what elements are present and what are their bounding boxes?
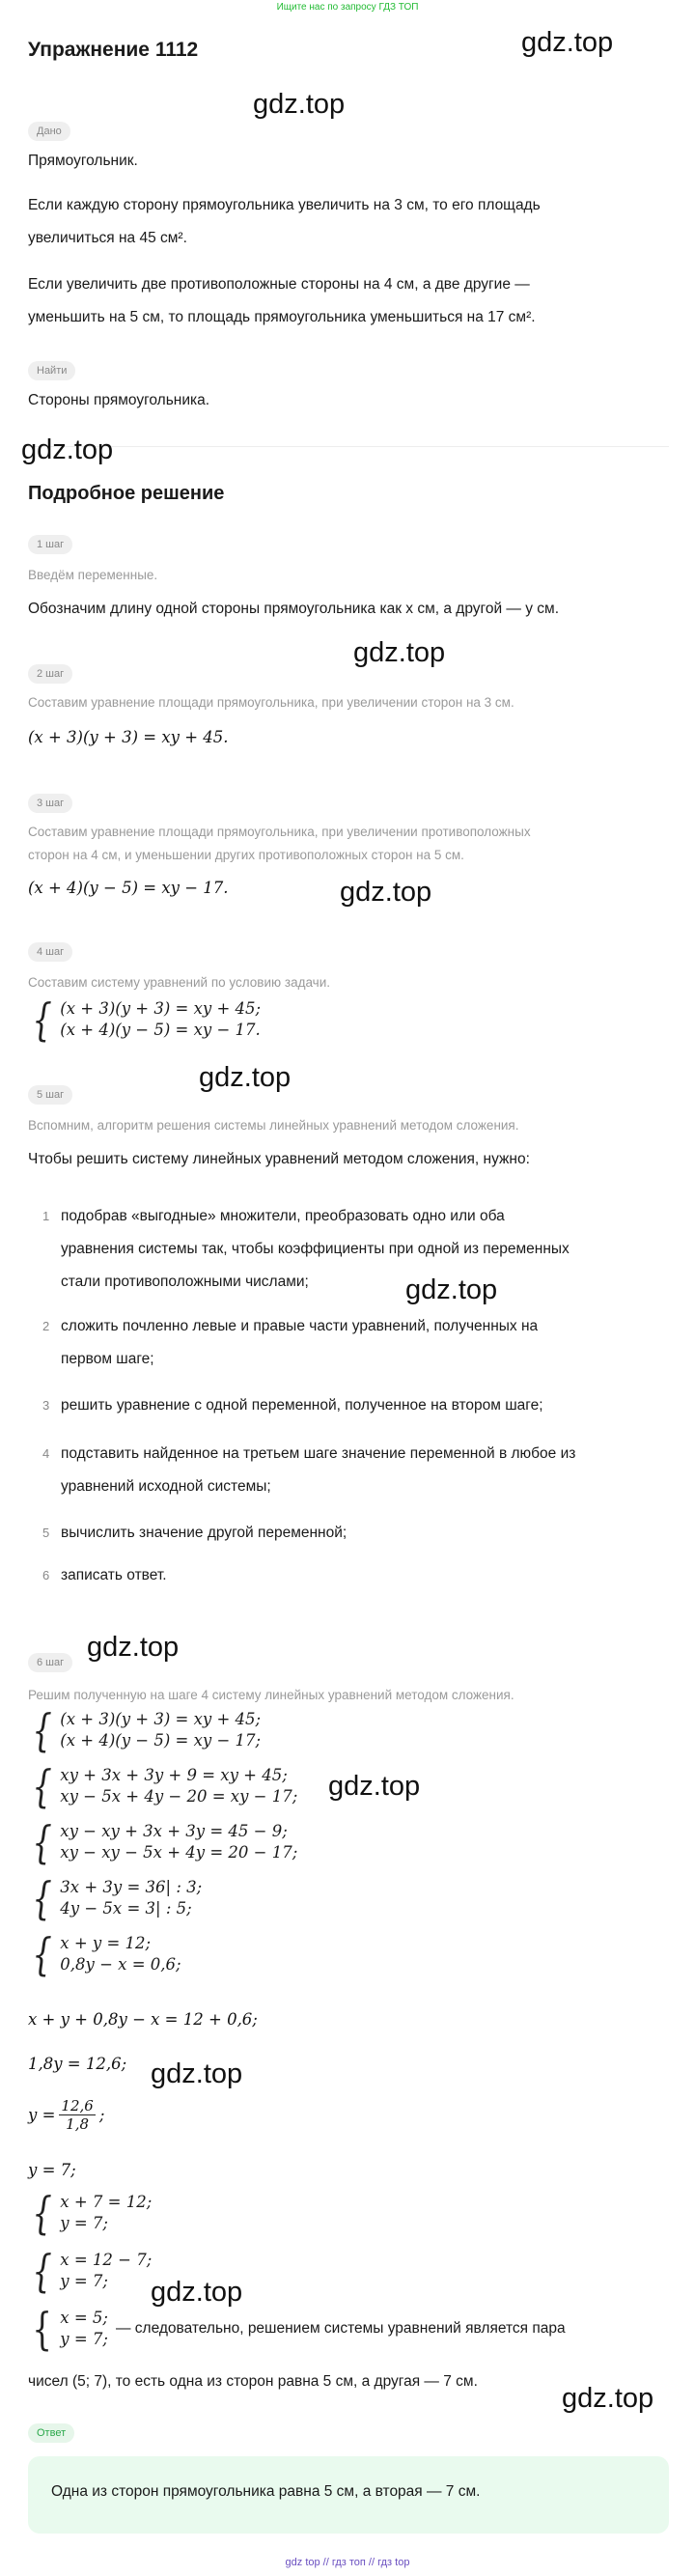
equation-system xyxy=(28,1759,298,1812)
divider xyxy=(28,446,669,447)
system-row: x = 12 − 7; xyxy=(60,2251,153,2269)
step-label: 2 шаг xyxy=(28,664,72,684)
step-hint: Введём переменные. xyxy=(28,568,158,582)
watermark: gdz.top xyxy=(328,1771,421,1802)
fraction xyxy=(59,2097,95,2133)
system-row: (x + 3)(y + 3) = xy + 45; xyxy=(60,999,262,1018)
fraction-end: ; xyxy=(98,2106,105,2124)
equation: 1,8y = 12,6; xyxy=(28,2055,127,2073)
page-title: Упражнение 1112 xyxy=(28,39,199,61)
system-row: y = 7; xyxy=(60,2330,108,2349)
fraction-numerator: 12,6 xyxy=(61,2097,94,2114)
brace-icon: { xyxy=(32,1927,52,1980)
step-hint: сторон на 4 см, и уменьшении других противоположных сторон на 5 см. xyxy=(28,848,464,862)
list-item: первом шаге; xyxy=(61,1351,154,1367)
watermark: gdz.top xyxy=(521,27,614,58)
step-text: Чтобы решить систему линейных уравнений методом сложения, нужно: xyxy=(28,1151,530,1167)
top-search-link[interactable]: Ищите нас по запросу ГДЗ ТОП xyxy=(276,2,419,13)
watermark: gdz.top xyxy=(340,877,432,908)
equation-system xyxy=(28,1703,262,1756)
list-item: уравнений исходной системы; xyxy=(61,1478,271,1495)
system-row: x + 7 = 12; xyxy=(60,2193,153,2211)
step-hint: Составим уравнение площади прямоугольника, при увеличении сторон на 3 см. xyxy=(28,695,514,710)
fraction-lhs: y = xyxy=(28,2106,56,2124)
step-label: 3 шаг xyxy=(28,794,72,813)
exercise-card xyxy=(14,14,681,2522)
solution-title: Подробное решение xyxy=(28,483,225,504)
equation-system xyxy=(28,1927,181,1980)
list-item: уравнения системы так, чтобы коэффициенты при одной из переменных xyxy=(61,1241,570,1257)
system-row: y = 7; xyxy=(60,2272,108,2291)
system-row: x + y = 12; xyxy=(60,1934,152,1952)
fraction-denominator: 1,8 xyxy=(66,2115,90,2133)
watermark: gdz.top xyxy=(253,89,346,120)
answer-text: Одна из сторон прямоугольника равна 5 см, а вторая — 7 см. xyxy=(51,2483,481,2500)
step-text: Обозначим длину одной стороны прямоугольника как x см, а другой — y см. xyxy=(28,601,560,617)
step-label: 4 шаг xyxy=(28,942,72,962)
find-text: Стороны прямоугольника. xyxy=(28,392,210,408)
watermark: gdz.top xyxy=(87,1632,180,1663)
system-row: 0,8y − x = 0,6; xyxy=(60,1955,181,1974)
system-row: xy − xy − 5x + 4y = 20 − 17; xyxy=(60,1843,298,1862)
system-row: (x + 4)(y − 5) = xy − 17. xyxy=(60,1021,261,1040)
system-row: y = 7; xyxy=(60,2214,108,2233)
system-row: xy − xy + 3x + 3y = 45 − 9; xyxy=(60,1822,288,1840)
step-hint: Составим систему уравнений по условию задачи. xyxy=(28,975,330,990)
watermark: gdz.top xyxy=(151,2058,243,2089)
list-number: 3 xyxy=(42,1398,50,1413)
system-row: 3x + 3y = 36| : 3; xyxy=(60,1878,203,1896)
given-line: Прямоугольник. xyxy=(28,153,138,169)
watermark: gdz.top xyxy=(562,2383,654,2414)
system-row: (x + 3)(y + 3) = xy + 45; xyxy=(60,1710,262,1728)
equation: (x + 3)(y + 3) = xy + 45. xyxy=(28,728,229,746)
list-number: 1 xyxy=(42,1209,50,1223)
list-item: сложить почленно левые и правые части уравнений, полученных на xyxy=(61,1318,539,1334)
conclusion-text: чисел (5; 7), то есть одна из сторон равна 5 см, а другая — 7 см. xyxy=(28,2373,478,2390)
equation: (x + 4)(y − 5) = xy − 17. xyxy=(28,879,229,897)
list-item: записать ответ. xyxy=(61,1567,167,1583)
equation-system xyxy=(28,2302,566,2355)
step-label: 1 шаг xyxy=(28,535,72,554)
brace-icon: { xyxy=(32,1703,52,1756)
list-number: 5 xyxy=(42,1526,50,1540)
conclusion-text: — следовательно, решением системы уравнений является пара xyxy=(115,2320,566,2338)
system-row: x = 5; xyxy=(60,2309,108,2327)
step-hint: Вспомним, алгоритм решения системы линейных уравнений методом сложения. xyxy=(28,1118,519,1133)
equation-system xyxy=(28,2186,153,2239)
brace-icon: { xyxy=(32,2244,52,2297)
equation-system xyxy=(28,1815,298,1868)
equation: x + y + 0,8y − x = 12 + 0,6; xyxy=(28,2010,258,2029)
equation-system xyxy=(28,2244,153,2297)
equation-system xyxy=(28,993,262,1046)
watermark: gdz.top xyxy=(405,1274,498,1305)
list-item: подставить найденное на третьем шаге значение переменной в любое из xyxy=(61,1445,576,1462)
fraction-equation xyxy=(28,2097,104,2133)
given-line: Если увеличить две противоположные стороны на 4 см, а две другие — xyxy=(28,276,530,293)
system-row: xy + 3x + 3y + 9 = xy + 45; xyxy=(60,1766,288,1784)
equation-system xyxy=(28,1871,203,1924)
watermark: gdz.top xyxy=(353,637,446,668)
brace-icon: { xyxy=(32,1815,52,1868)
list-number: 6 xyxy=(42,1568,50,1582)
find-label: Найти xyxy=(28,361,75,380)
system-row: xy − 5x + 4y − 20 = xy − 17; xyxy=(60,1787,298,1806)
brace-icon: { xyxy=(32,1871,52,1924)
step-label: 6 шаг xyxy=(28,1653,72,1672)
brace-icon: { xyxy=(32,2186,52,2239)
list-number: 4 xyxy=(42,1446,50,1461)
step-hint: Решим полученную на шаге 4 систему линейных уравнений методом сложения. xyxy=(28,1688,514,1702)
list-item: подобрав «выгодные» множители, преобразовать одно или оба xyxy=(61,1208,505,1224)
given-line: уменьшить на 5 см, то площадь прямоугольника уменьшиться на 17 см². xyxy=(28,309,536,325)
given-line: увеличиться на 45 см². xyxy=(28,230,187,246)
brace-icon: { xyxy=(32,1759,52,1812)
system-row: (x + 4)(y − 5) = xy − 17; xyxy=(60,1731,262,1750)
watermark: gdz.top xyxy=(199,1062,292,1093)
list-item: вычислить значение другой переменной; xyxy=(61,1525,348,1541)
list-item: решить уравнение с одной переменной, полученное на втором шаге; xyxy=(61,1397,543,1414)
brace-icon: { xyxy=(32,2302,52,2355)
equation: y = 7; xyxy=(28,2161,76,2179)
step-label: 5 шаг xyxy=(28,1085,72,1105)
list-number: 2 xyxy=(42,1319,50,1333)
given-line: Если каждую сторону прямоугольника увеличить на 3 см, то его площадь xyxy=(28,197,541,213)
answer-label: Ответ xyxy=(28,2423,74,2443)
given-label: Дано xyxy=(28,122,70,141)
answer-box xyxy=(28,2456,669,2534)
system-row: 4y − 5x = 3| : 5; xyxy=(60,1899,192,1918)
footer-links[interactable]: gdz top // гдз топ // гдз top xyxy=(285,2557,410,2568)
brace-icon: { xyxy=(32,993,52,1046)
step-hint: Составим уравнение площади прямоугольника, при увеличении противоположных xyxy=(28,825,531,839)
watermark: gdz.top xyxy=(151,2277,243,2308)
watermark: gdz.top xyxy=(21,434,114,465)
list-item: стали противоположными числами; xyxy=(61,1274,309,1290)
